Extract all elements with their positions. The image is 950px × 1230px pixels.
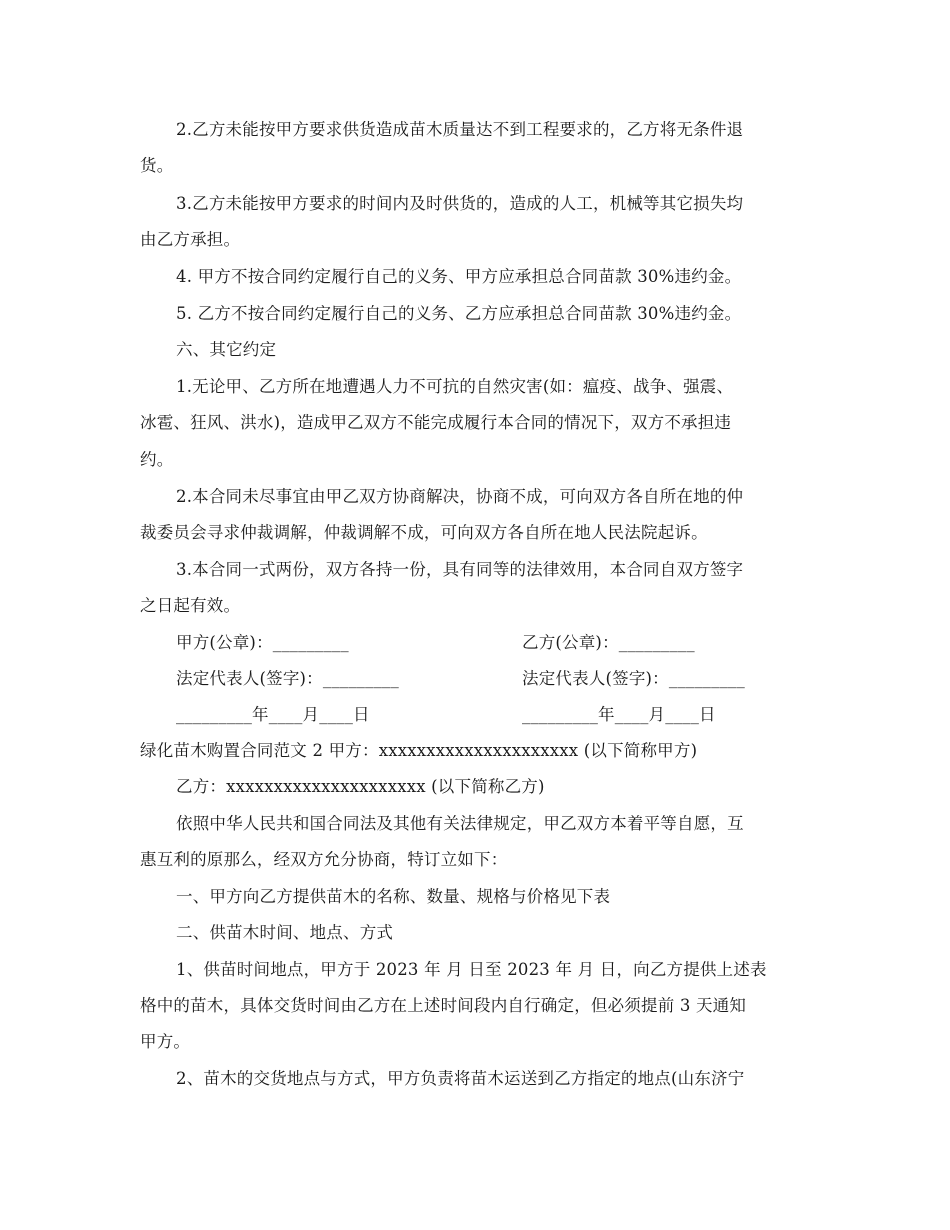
party-b-date: _________年____月____日	[522, 705, 716, 724]
other-2-line-2: 裁委员会寻求仲裁调解，仲裁调解不成，可向双方各自所在地人民法院起诉。	[140, 523, 708, 542]
supply-2-line-1: 2、苗木的交货地点与方式，甲方负责将苗木运送到乙方指定的地点(山东济宁	[176, 1069, 745, 1088]
clause-3-line-1: 3.乙方未能按甲方要求的时间内及时供货的，造成的人工，机械等其它损失均	[176, 194, 744, 213]
party-b-seal: 乙方(公章)：_________	[522, 633, 695, 652]
other-3-line-1: 3.本合同一式两份，双方各持一份，具有同等的法律效用，本合同自双方签字	[176, 560, 744, 579]
contract-2-title-party-a: 绿化苗木购置合同范文 2 甲方：xxxxxxxxxxxxxxxxxxxxx (以下简称甲方)	[140, 741, 698, 760]
contract-2-party-b: 乙方：xxxxxxxxxxxxxxxxxxxxx (以下简称乙方)	[176, 777, 545, 796]
party-b-representative: 法定代表人(签字)：_________	[522, 669, 745, 688]
section-1-heading: 一、甲方向乙方提供苗木的名称、数量、规格与价格见下表	[176, 887, 611, 906]
party-a-seal: 甲方(公章)：_________	[176, 633, 349, 652]
other-3-line-2: 之日起有效。	[140, 596, 241, 615]
supply-1-line-1: 1、供苗时间地点，甲方于 2023 年 月 日至 2023 年 月 日，向乙方提供上述表	[176, 960, 767, 979]
other-1-line-2: 冰雹、狂风、洪水)，造成甲乙双方不能完成履行本合同的情况下，双方不承担违	[140, 413, 732, 432]
party-a-date: _________年____月____日	[176, 705, 370, 724]
supply-1-line-2: 格中的苗木，具体交货时间由乙方在上述时间段内自行确定，但必须提前 3 天通知	[140, 996, 747, 1015]
supply-1-line-3: 甲方。	[140, 1032, 191, 1051]
other-2-line-1: 2.本合同未尽事宜由甲乙双方协商解决，协商不成，可向双方各自所在地的仲	[176, 487, 744, 506]
section-heading-other: 六、其它约定	[176, 340, 277, 359]
party-a-representative: 法定代表人(签字)：_________	[176, 669, 399, 688]
clause-5: 5. 乙方不按合同约定履行自己的义务、乙方应承担总合同苗款 30%违约金。	[176, 304, 742, 323]
preamble-line-2: 惠互利的原那么，经双方允分协商，特订立如下：	[140, 850, 508, 869]
section-2-heading: 二、供苗木时间、地点、方式	[176, 923, 394, 942]
preamble-line-1: 依照中华人民共和国合同法及其他有关法律规定，甲乙双方本着平等自愿，互	[176, 814, 744, 833]
other-1-line-3: 约。	[140, 450, 174, 469]
clause-2-line-2: 货。	[140, 156, 174, 175]
clause-3-line-2: 由乙方承担。	[140, 230, 241, 249]
other-1-line-1: 1.无论甲、乙方所在地遭遇人力不可抗的自然灾害(如：瘟疫、战争、强震、	[176, 377, 734, 396]
clause-2-line-1: 2.乙方未能按甲方要求供货造成苗木质量达不到工程要求的，乙方将无条件退	[176, 120, 744, 139]
clause-4: 4. 甲方不按合同约定履行自己的义务、甲方应承担总合同苗款 30%违约金。	[176, 267, 742, 286]
